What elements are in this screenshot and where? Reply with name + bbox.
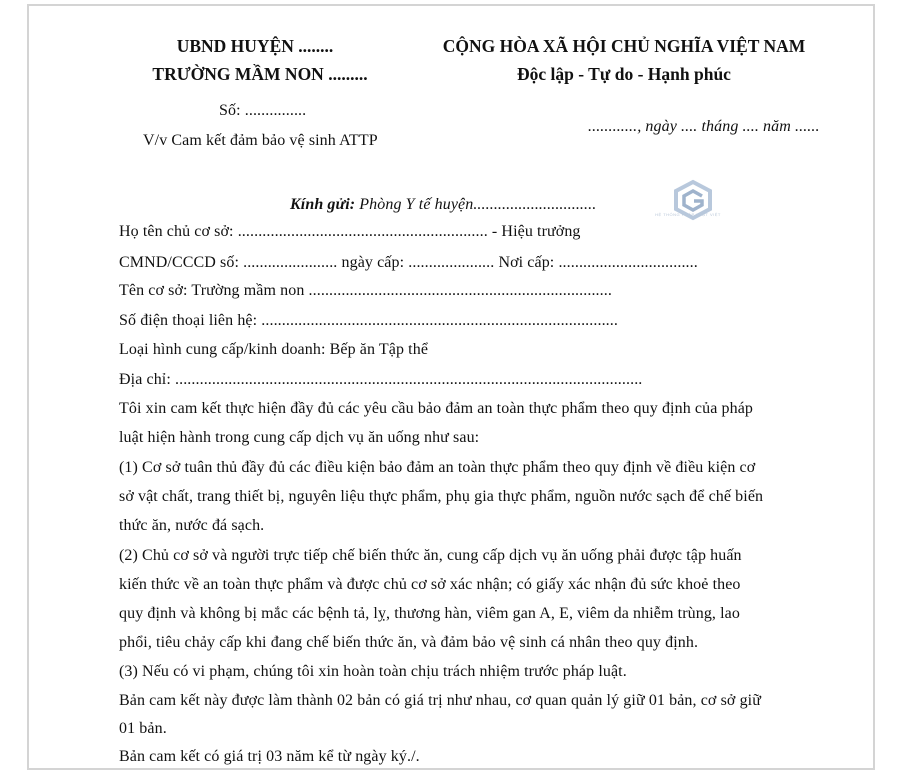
header-right-line2: Độc lập - Tự do - Hạnh phúc [517,64,731,84]
body-line: phổi, tiêu chảy cấp khi đang chế biến thức ăn, và đảm bảo vệ sinh cá nhân theo quy định. [119,634,699,651]
document-number: Số: ............... [219,102,307,119]
recipient-label: Kính gửi: [290,196,356,213]
header-left-line2: TRƯỜNG MẦM NON ......... [152,64,368,84]
recipient-value: Phòng Y tế huyện.............................. [359,196,597,213]
body-line: sở vật chất, trang thiết bị, nguyên liệu thực phẩm, phụ gia thực phẩm, nguồn nước sạch để chế biến [119,488,764,505]
header-right-line1: CỘNG HÒA XÃ HỘI CHỦ NGHĨA VIỆT NAM [442,36,806,56]
watermark-text: HỆ THỐNG PHÁP LUẬT VIỆT [655,212,721,217]
document-subject: V/v Cam kết đảm bảo vệ sinh ATTP [143,132,378,149]
field-facility-name: Tên cơ sở: Trường mầm non .......................................................................... [119,282,612,299]
field-phone: Số điện thoại liên hệ: ....................................................................................... [119,312,618,329]
body-line: Bản cam kết này được làm thành 02 bản có giá trị như nhau, cơ quan quản lý giữ 01 bản, cơ sở giữ [119,692,761,709]
body-line: Bản cam kết có giá trị 03 năm kể từ ngày ký./. [119,748,420,765]
field-id-number: CMND/CCCD số: ....................... ngày cấp: ..................... Nơi cấp: .................................. [119,254,698,271]
body-line: (3) Nếu có vi phạm, chúng tôi xin hoàn toàn chịu trách nhiệm trước pháp luật. [119,663,627,680]
recipient-line [290,196,596,214]
body-line: (1) Cơ sở tuân thủ đầy đủ các điều kiện bảo đảm an toàn thực phẩm theo quy định về điều kiện cơ [119,459,756,476]
body-line: 01 bản. [119,720,167,737]
body-line: (2) Chủ cơ sở và người trực tiếp chế biến thức ăn, cung cấp dịch vụ ăn uống phải được tập huấn [119,547,742,564]
document-date: ............, ngày .... tháng .... năm ...... [588,118,820,135]
header-left-line1: UBND HUYỆN ........ [176,36,334,56]
body-line: kiến thức về an toàn thực phẩm và được chủ cơ sở xác nhận; có giấy xác nhận đủ sức khoẻ theo [119,576,741,593]
body-line: Tôi xin cam kết thực hiện đầy đủ các yêu cầu bảo đảm an toàn thực phẩm theo quy định của pháp [119,400,753,417]
body-line: luật hiện hành trong cung cấp dịch vụ ăn uống như sau: [119,429,480,446]
body-line: quy định và không bị mắc các bệnh tả, lỵ, thương hàn, viêm gan A, E, viêm da nhiễm trùng, lao [119,605,740,622]
field-owner-name: Họ tên chủ cơ sở: ............................................................. - Hiệu trưởng [119,223,581,240]
field-address: Địa chỉ: .................................................................................................................. [119,371,643,388]
field-business-type: Loại hình cung cấp/kinh doanh: Bếp ăn Tập thể [119,341,429,358]
body-line: thức ăn, nước đá sạch. [119,517,265,534]
